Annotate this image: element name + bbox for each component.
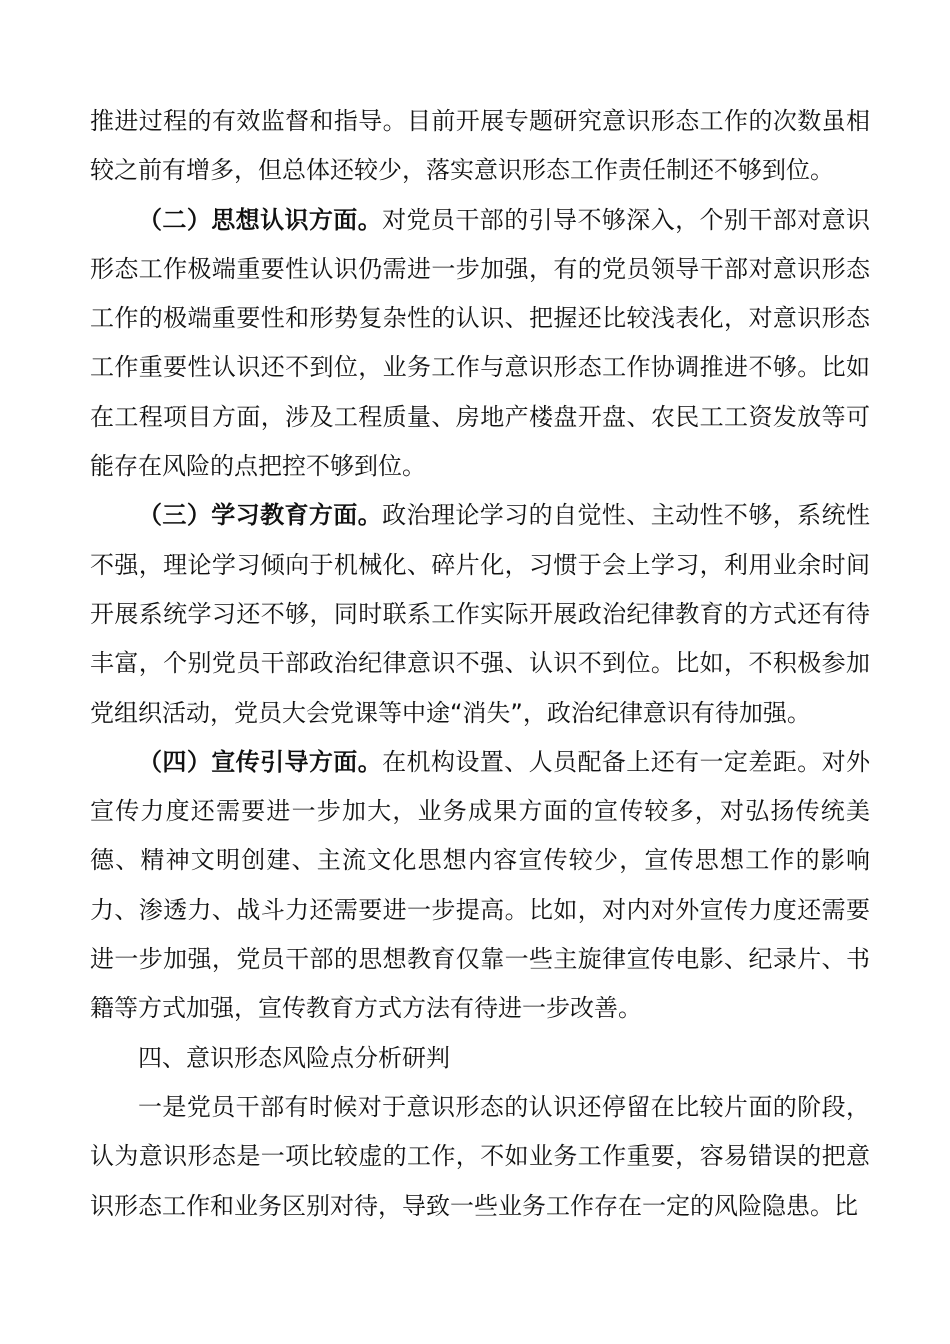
section-heading [90,1034,870,1083]
paragraph-heading: （四）宣传引导方面。 [138,747,383,776]
section-heading-text: 四、意识形态风险点分析研判 [138,1043,450,1072]
paragraph-text: 推进过程的有效监督和指导。目前开展专题研究意识形态工作的次数虽相较之前有增多，但总体还较少，落实意识形态工作责任制还不够到位。 [90,107,870,185]
paragraph-continuation [90,97,870,196]
paragraph-publicity-guidance [90,738,870,1034]
paragraph-risk-analysis [90,1083,870,1231]
paragraph-heading: （三）学习教育方面。 [138,501,383,530]
paragraph-text: 对党员干部的引导不够深入，个别干部对意识形态工作极端重要性认识仍需进一步加强，有的党员领导干部对意识形态工作的极端重要性和形势复杂性的认识、把握还比较浅表化，对意识形态工作重要性认识还不到位，业务工作与意识形态工作协调推进不够。比如在工程项目方面，涉及工程质量、房地产楼盘开盘、农民工工资发放等可能存在风险的点把控不够到位。 [90,205,871,481]
paragraph-study-education [90,491,870,737]
paragraph-heading: （二）思想认识方面。 [138,205,383,234]
paragraph-text: 政治理论学习的自觉性、主动性不够，系统性不强，理论学习倾向于机械化、碎片化，习惯于会上学习，利用业余时间开展系统学习还不够，同时联系工作实际开展政治纪律教育的方式还有待丰富，个别党员干部政治纪律意识不强、认识不到位。比如，不积极参加党组织活动，党员大会党课等中途“消失”，政治纪律意识有待加强。 [90,501,871,727]
paragraph-text: 在机构设置、人员配备上还有一定差距。对外宣传力度还需要进一步加大，业务成果方面的宣传较多，对弘扬传统美德、精神文明创建、主流文化思想内容宣传较少，宣传思想工作的影响力、渗透力、战斗力还需要进一步提高。比如，对内对外宣传力度还需要进一步加强，党员干部的思想教育仅靠一些主旋律宣传电影、纪录片、书籍等方式加强，宣传教育方式方法有待进一步改善。 [90,747,871,1023]
paragraph-text: 一是党员干部有时候对于意识形态的认识还停留在比较片面的阶段，认为意识形态是一项比较虚的工作，不如业务工作重要，容易错误的把意识形态工作和业务区别对待，导致一些业务工作存在一定的风险隐患。比 [90,1092,870,1220]
document-body [90,97,870,1231]
paragraph-ideological-awareness [90,196,870,492]
